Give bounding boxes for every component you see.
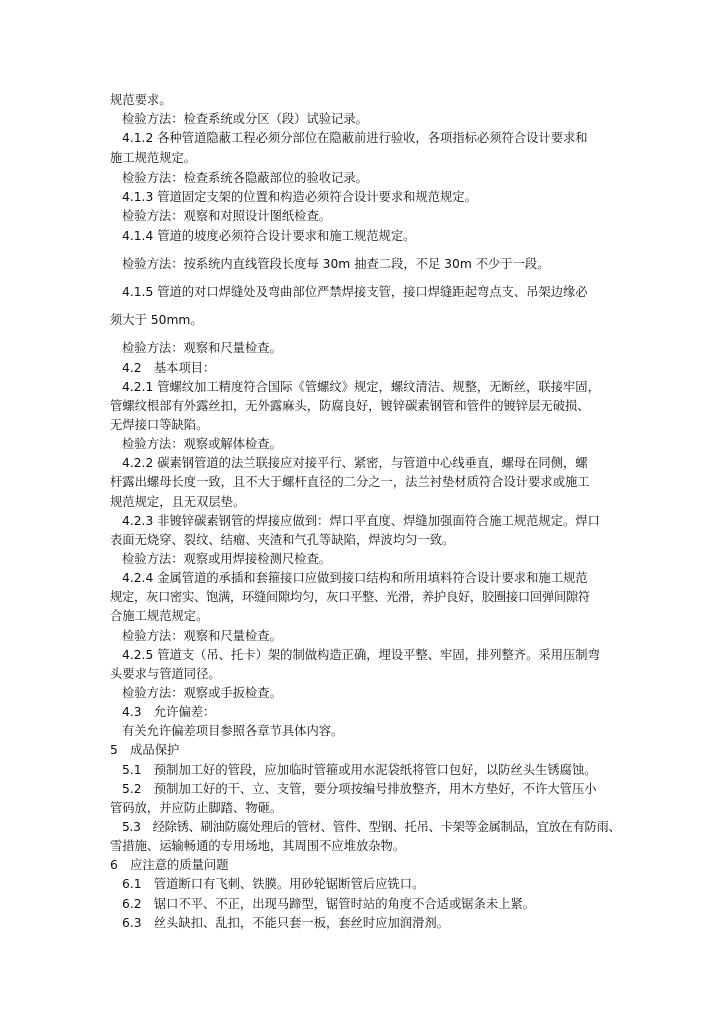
text-line: 须大于 50mm。 — [110, 313, 203, 327]
text-line: 检验方法：观察和尺量检查。 — [122, 629, 282, 643]
text-line: 管螺纹根部有外露丝扣，无外露麻头，防腐良好，镀锌碳素钢管和管件的镀锌层无破损、 — [110, 399, 590, 413]
text-line: 施工规范规定。 — [110, 151, 197, 165]
text-line: 5.1 预制加工好的管段，应加临时管箍或用水泥袋纸将管口包好，以防丝头生锈腐蚀。 — [122, 763, 597, 777]
text-line: 规范规定，且无双层垫。 — [110, 495, 246, 509]
text-line: 检验方法：观察和对照设计图纸检查。 — [122, 209, 332, 223]
text-line: 4.2.3 非镀锌碳素钢管的焊接应做到：焊口平直度、焊缝加强面符合施工规范规定。焊口 — [122, 514, 600, 528]
text-line: 4.2.2 碳素钢管道的法兰联接应对接平行、紧密，与管道中心线垂直，螺母在同侧，螺 — [122, 456, 588, 470]
chapter-heading: 6 应注意的质量问题 — [110, 858, 229, 872]
text-line: 4.1.3 管道固定支架的位置和构造必须符合设计要求和规范规定。 — [122, 190, 477, 204]
text-line: 检验方法：观察或解体检查。 — [122, 437, 282, 451]
text-line: 4.1.4 管道的坡度必须符合设计要求和施工规范规定。 — [122, 229, 416, 243]
text-line: 6.2 锯口不平、不正，出现马蹄型，锯管时站的角度不合适或锯条未上紧。 — [122, 897, 536, 911]
text-line: 6.1 管道断口有飞刺、铁膜。用砂轮锯断管后应铣口。 — [122, 877, 425, 891]
text-line: 4.2.5 管道支（吊、托卡）架的制做构造正确，埋设平整、牢固，排列整齐。采用压制弯 — [122, 648, 600, 662]
text-line: 4.2.1 管螺纹加工精度符合国际《管螺纹》规定，螺纹清洁、规整，无断丝，联接牢固， — [122, 380, 600, 394]
chapter-heading: 5 成品保护 — [110, 743, 180, 757]
text-line: 检验方法：按系统内直线管段长度每 30m 抽查二段，不足 30m 不少于一段。 — [122, 257, 550, 271]
text-line: 4.1.5 管道的对口焊缝处及弯曲部位严禁焊接支管，接口焊缝距起弯点支、吊架边缘必 — [122, 285, 588, 299]
text-line: 检验方法：检查系统或分区（段）试验记录。 — [122, 112, 368, 126]
text-line: 5.2 预制加工好的干、立、支管，要分项按编号排放整齐，用木方垫好，不许大管压小 — [122, 782, 597, 796]
text-line: 合施工规范规定。 — [110, 609, 209, 623]
section-heading: 4.3 允许偏差： — [122, 705, 216, 719]
text-line: 规定，灰口密实、饱满，环缝间隙均匀，灰口平整、光滑，养护良好，胶圈接口回弹间隙符 — [110, 590, 590, 604]
text-line: 杆露出螺母长度一致，且不大于螺杆直径的二分之一，法兰衬垫材质符合设计要求或施工 — [110, 475, 590, 489]
text-line: 6.3 丝头缺扣、乱扣，不能只套一板，套丝时应加润滑剂。 — [122, 916, 449, 930]
text-line: 检验方法：观察和尺量检查。 — [122, 341, 282, 355]
text-line: 有关允许偏差项目参照各章节具体内容。 — [122, 724, 344, 738]
text-line: 管码放，并应防止脚踏、物砸。 — [110, 801, 283, 815]
text-line: 雪措施、运输畅通的专用场地，其周围不应堆放杂物。 — [110, 839, 406, 853]
text-line: 规范要求。 — [110, 93, 172, 107]
text-line: 检验方法：检查系统各隐蔽部位的验收记录。 — [122, 171, 368, 185]
text-line: 5.3 经除锈、刷油防腐处理后的管材、管件、型钢、托吊、卡架等金属制品，宜放在有防雨、 — [122, 820, 621, 834]
text-line: 检验方法：观察或手扳检查。 — [122, 686, 282, 700]
text-line: 4.1.2 各种管道隐蔽工程必须分部位在隐蔽前进行验收，各项指标必须符合设计要求和 — [122, 131, 588, 145]
text-line: 检验方法：观察或用焊接检测尺检查。 — [122, 552, 332, 566]
text-line: 无焊接口等缺陷。 — [110, 418, 209, 432]
text-line: 4.2.4 金属管道的承插和套箍接口应做到接口结构和所用填料符合设计要求和施工规范 — [122, 571, 588, 585]
text-line: 表面无烧穿、裂纹、结瘤、夹渣和气孔等缺陷，焊波均匀一致。 — [110, 533, 455, 547]
text-line: 头要求与管道同径。 — [110, 667, 221, 681]
section-heading: 4.2 基本项目： — [122, 361, 216, 375]
